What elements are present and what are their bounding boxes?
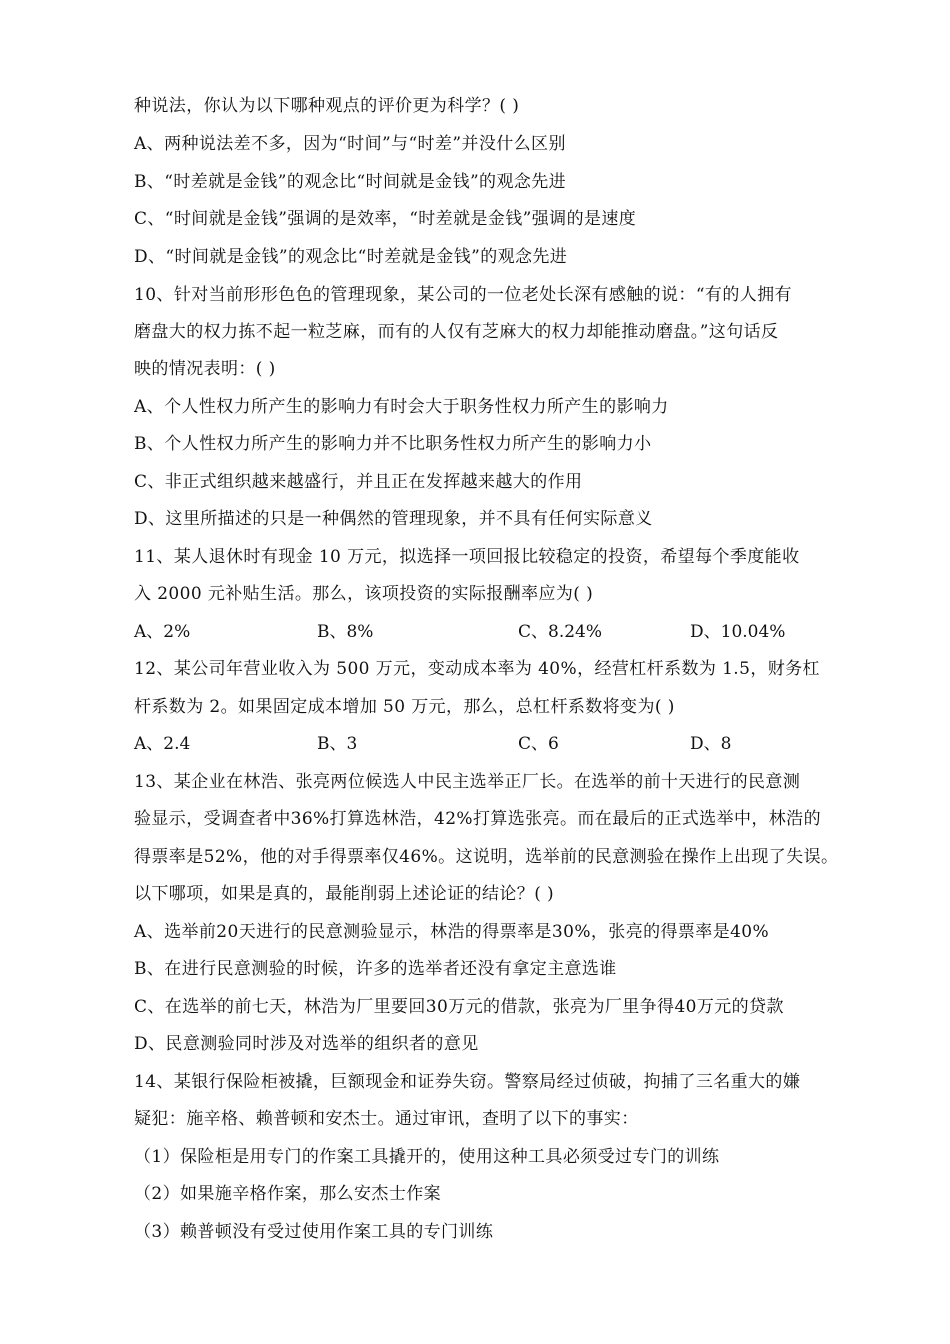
q12-option-a: A、2.4 [134, 734, 191, 754]
option-line: A、选举前20天进行的民意测验显示，林浩的得票率是30%，张亮的得票率是40% [134, 922, 770, 942]
q11-option-c: C、8.24% [518, 622, 603, 642]
option-line: B、个人性权力所产生的影响力并不比职务性权力所产生的影响力小 [134, 434, 652, 454]
q11-option-d: D、10.04% [690, 622, 786, 642]
q11-option-a: A、2% [134, 622, 191, 642]
q12-option-c: C、6 [518, 734, 559, 754]
text-line: 种说法，你认为以下哪种观点的评价更为科学？( ) [134, 96, 520, 116]
question-11-line: 入 2000 元补贴生活。那么，该项投资的实际报酬率应为( ) [134, 584, 594, 604]
fact-line: （1）保险柜是用专门的作案工具撬开的，使用这种工具必须受过专门的训练 [134, 1147, 720, 1167]
option-line: D、“时间就是金钱”的观念比“时差就是金钱”的观念先进 [134, 247, 568, 267]
option-line: B、“时差就是金钱”的观念比“时间就是金钱”的观念先进 [134, 172, 567, 192]
question-14-line: 14、某银行保险柜被撬，巨额现金和证券失窃。警察局经过侦破，拘捕了三名重大的嫌 [134, 1072, 801, 1092]
option-line: D、这里所描述的只是一种偶然的管理现象，并不具有任何实际意义 [134, 509, 653, 529]
question-12-line: 杆系数为 2。如果固定成本增加 50 万元，那么，总杠杆系数将变为( ) [134, 697, 675, 717]
option-line: A、两种说法差不多，因为“时间”与“时差”并没什么区别 [134, 134, 566, 154]
question-13-line: 得票率是52%，他的对手得票率仅46%。这说明，选举前的民意测验在操作上出现了失误。 [134, 847, 839, 867]
option-line: B、在进行民意测验的时候，许多的选举者还没有拿定主意选谁 [134, 959, 617, 979]
question-10-line: 磨盘大的权力拣不起一粒芝麻，而有的人仅有芝麻大的权力却能推动磨盘。”这句话反 [134, 322, 779, 342]
question-11-line: 11、某人退休时有现金 10 万元，拟选择一项回报比较稳定的投资，希望每个季度能收 [134, 547, 800, 567]
fact-line: （3）赖普顿没有受过使用作案工具的专门训练 [134, 1222, 494, 1242]
question-10-line: 10、针对当前形形色色的管理现象，某公司的一位老处长深有感触的说：“有的人拥有 [134, 285, 792, 305]
option-line: C、在选举的前七天，林浩为厂里要回30万元的借款，张亮为厂里争得40万元的贷款 [134, 997, 784, 1017]
q12-option-d: D、8 [690, 734, 732, 754]
question-13-line: 验显示，受调查者中36%打算选林浩，42%打算选张亮。而在最后的正式选举中，林浩的 [134, 809, 821, 829]
option-line: C、“时间就是金钱”强调的是效率，“时差就是金钱”强调的是速度 [134, 209, 637, 229]
question-13-line: 以下哪项，如果是真的，最能削弱上述论证的结论？( ) [134, 884, 555, 904]
question-13-line: 13、某企业在林浩、张亮两位候选人中民主选举正厂长。在选举的前十天进行的民意测 [134, 772, 801, 792]
fact-line: （2）如果施辛格作案，那么安杰士作案 [134, 1184, 442, 1204]
option-line: C、非正式组织越来越盛行，并且正在发挥越来越大的作用 [134, 472, 583, 492]
question-14-line: 疑犯：施辛格、赖普顿和安杰士。通过审讯，查明了以下的事实： [134, 1109, 639, 1129]
q12-option-b: B、3 [317, 734, 358, 754]
option-line: A、个人性权力所产生的影响力有时会大于职务性权力所产生的影响力 [134, 397, 669, 417]
q11-option-b: B、8% [317, 622, 374, 642]
option-line: D、民意测验同时涉及对选举的组织者的意见 [134, 1034, 479, 1054]
question-10-line: 映的情况表明：( ) [134, 359, 276, 379]
question-12-line: 12、某公司年营业收入为 500 万元，变动成本率为 40%，经营杠杆系数为 1.5，财务杠 [134, 659, 820, 679]
